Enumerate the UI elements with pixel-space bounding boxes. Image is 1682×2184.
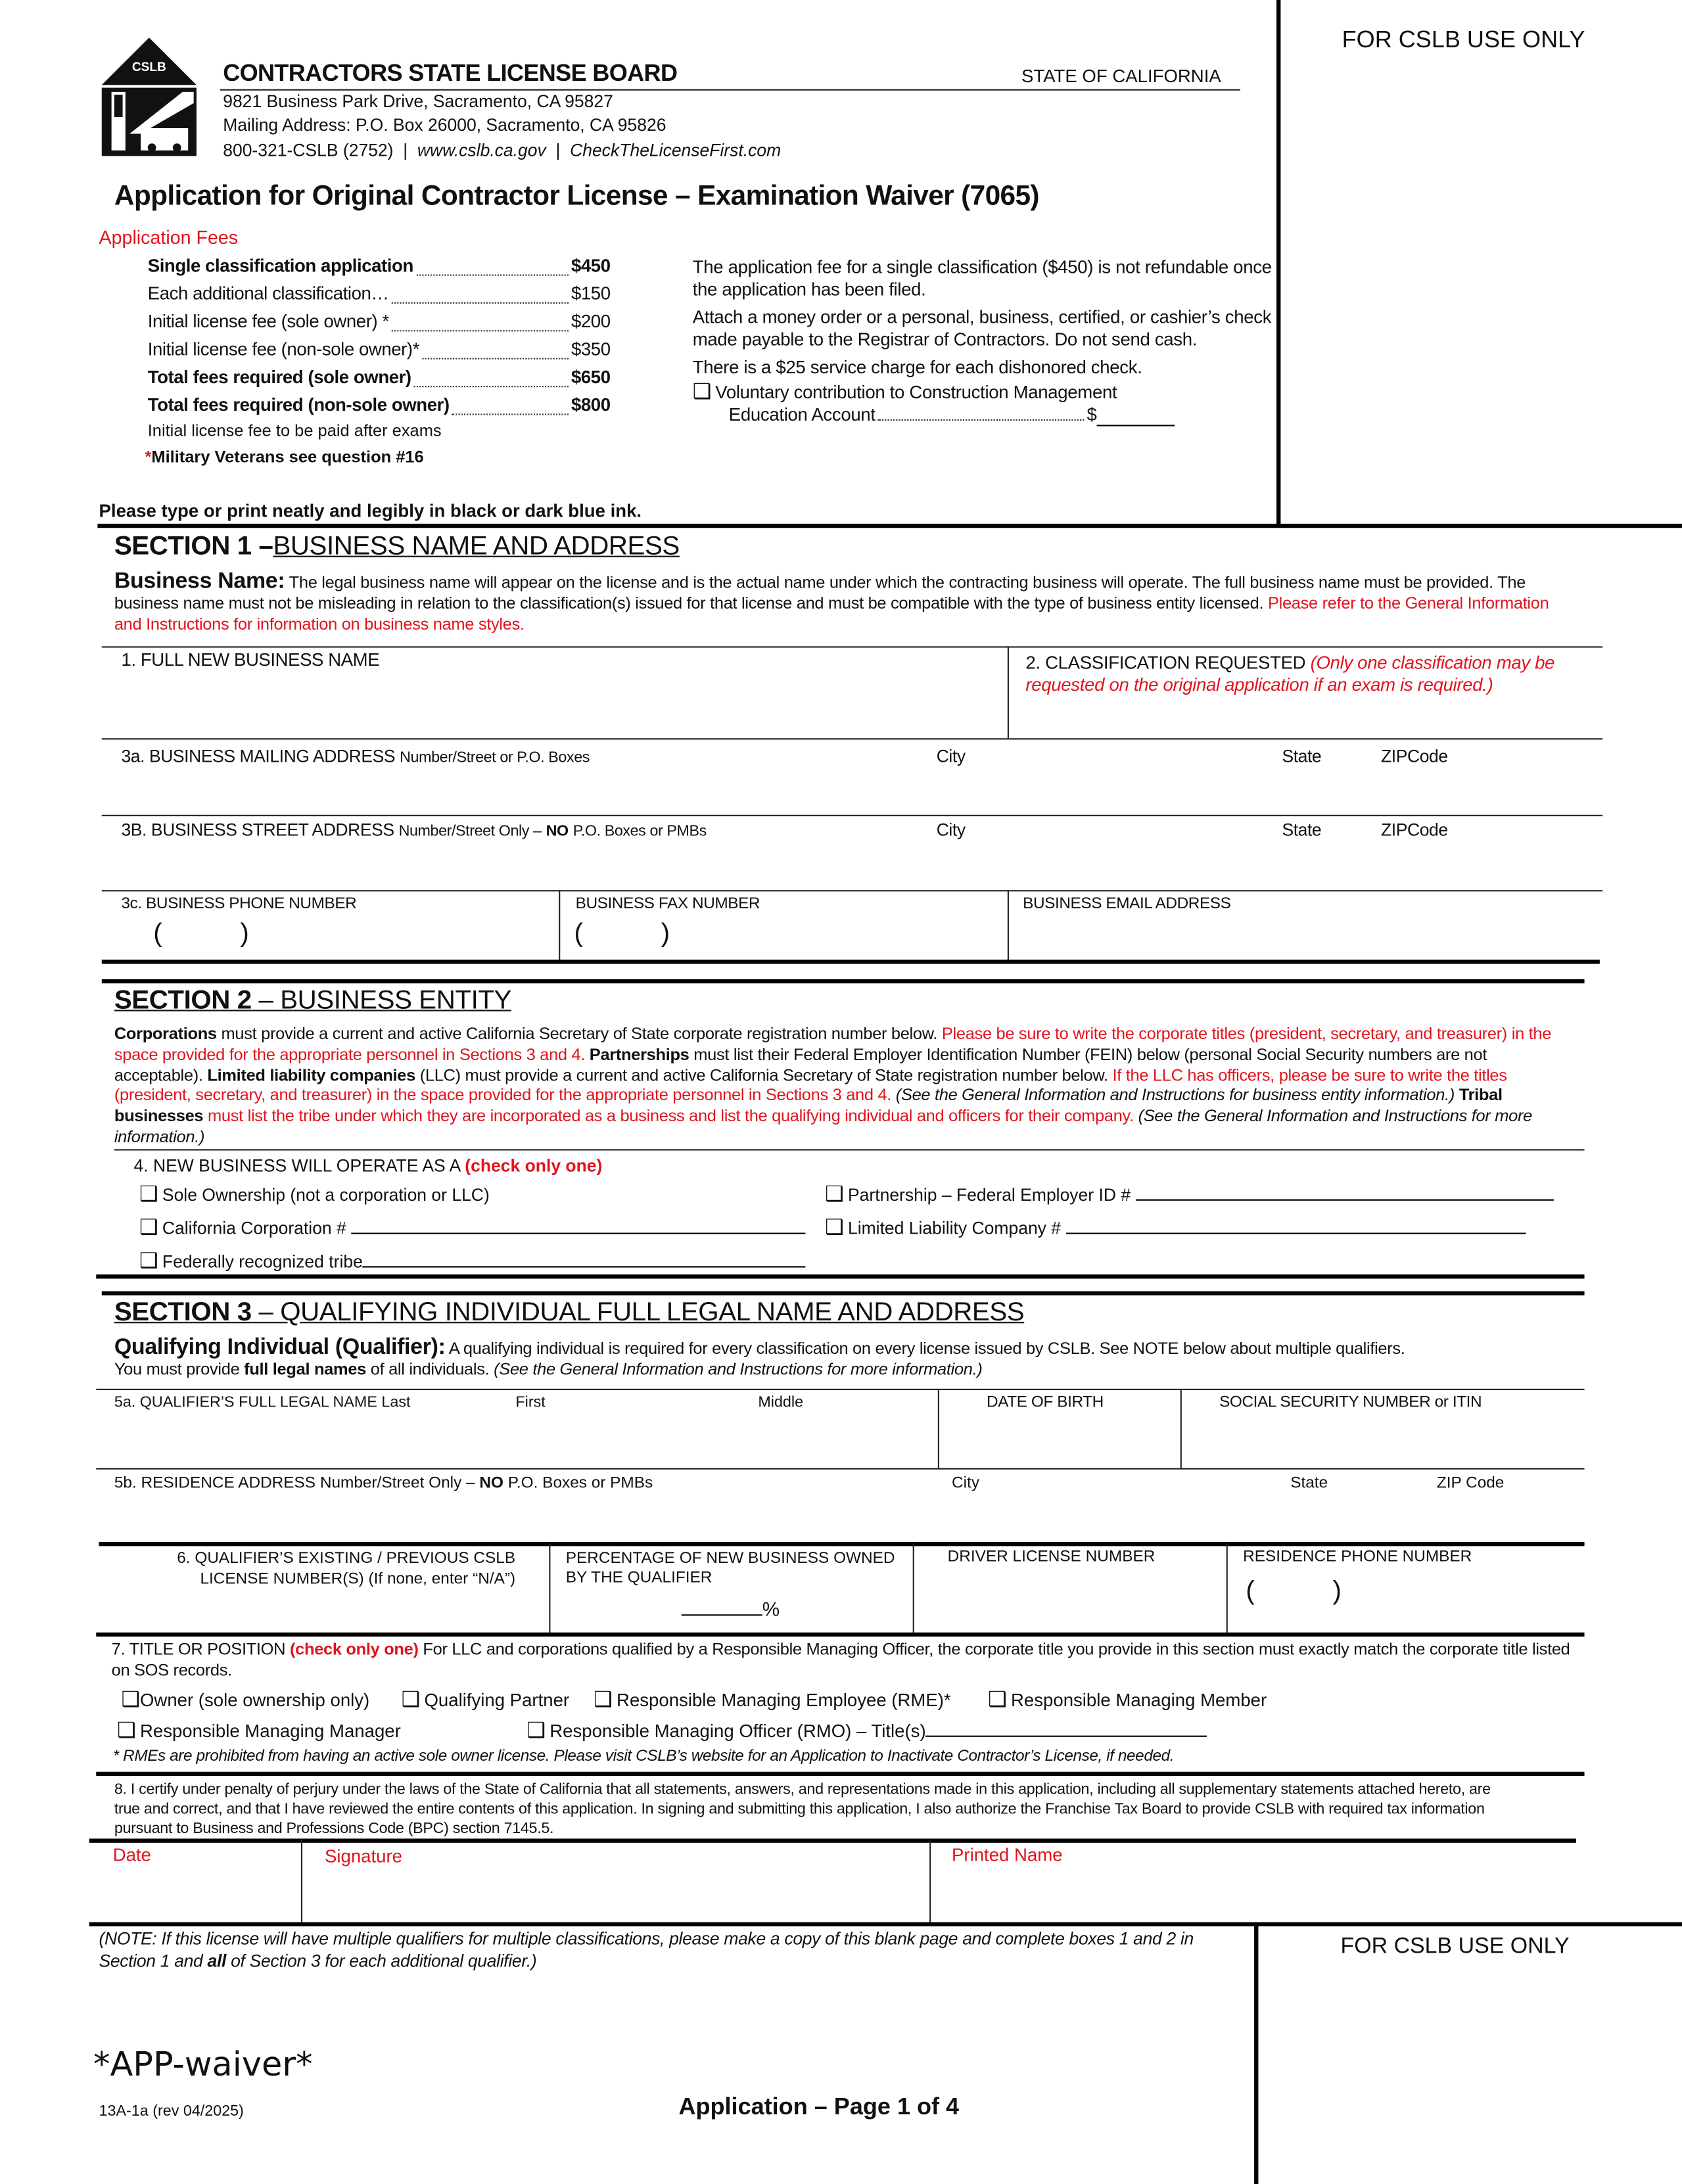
fee-label: Initial license fee (sole owner) *: [147, 310, 389, 332]
divider: [114, 1149, 1585, 1150]
cslb-logo: [99, 36, 200, 157]
svg-text:CSLB: CSLB: [131, 60, 166, 75]
org-name: CONTRACTORS STATE LICENSE BOARD: [223, 60, 678, 87]
refund-note: The application fee for a single classification ($450) is not refundable once the application has been filed.: [692, 256, 1272, 300]
checkbox[interactable]: ❑: [139, 1182, 158, 1207]
dot-leader: [392, 311, 569, 332]
divider: [96, 1468, 1584, 1470]
fee-amount: $150: [571, 283, 611, 304]
signature-field[interactable]: [306, 1869, 925, 1919]
fein-field[interactable]: [1135, 1182, 1553, 1201]
dob-label: DATE OF BIRTH: [987, 1394, 1104, 1411]
corporation-number-field[interactable]: [351, 1216, 805, 1234]
form-revision: 13A-1a (rev 04/2025): [99, 2103, 244, 2120]
fee-label: Single classification application: [147, 254, 413, 276]
divider: [89, 1922, 1257, 1926]
for-cslb-use-only-top: FOR CSLB USE ONLY: [1342, 26, 1585, 53]
option-tribe[interactable]: ❑ Federally recognized tribe: [139, 1248, 806, 1273]
zip-label: ZIPCode: [1381, 820, 1448, 840]
separator: |: [555, 141, 561, 160]
fee-item: [148, 338, 611, 366]
divider: [102, 890, 1602, 891]
form-code-barcode: *APP-waiver*: [93, 2045, 313, 2084]
divider: [559, 890, 560, 961]
fee-item: [148, 394, 611, 422]
question-7-label: 7. TITLE OR POSITION (check only one) For LLC and corporations qualified by a Responsible Managing Officer, the corporate title you provide in this section must exactly match the corporate title listed on SOS records.: [111, 1639, 1570, 1680]
ink-note: Please type or print neatly and legibly in black or dark blue ink.: [99, 500, 642, 521]
checkbox[interactable]: ❑: [825, 1216, 844, 1240]
divider: [1254, 1924, 1258, 2184]
fee-item: [148, 366, 611, 394]
business-email-label: BUSINESS EMAIL ADDRESS: [1023, 895, 1231, 913]
residence-address-field[interactable]: [105, 1497, 1581, 1539]
divider: [102, 738, 1602, 739]
multiple-qualifiers-note: (NOTE: If this license will have multiple qualifiers for multiple classifications, please make a copy of this blank page and complete boxes 1 and 2 in Section 1 and all of Section 3 for each additional qualifier.): [99, 1929, 1194, 1971]
fee-label: Total fees required (sole owner): [147, 366, 411, 388]
mailing-address-field[interactable]: [105, 769, 1596, 811]
classification-label: 2. CLASSIFICATION REQUESTED (Only one classification may be requested on the original application if an exam is required.): [1025, 651, 1555, 695]
tribe-field[interactable]: [363, 1249, 806, 1268]
street-address: 9821 Business Park Drive, Sacramento, CA 95827: [223, 91, 613, 112]
checkbox[interactable]: ❑: [139, 1249, 158, 1274]
fees-heading: Application Fees: [99, 227, 239, 248]
divider: [1180, 1389, 1182, 1468]
qualifier-instructions: Qualifying Individual (Qualifier): A qualifying individual is required for every classification on every license issued by CSLB. See NOTE below about multiple qualifiers. You must provide full legal names of all individuals. (See the General Information and Instructions for more information.): [114, 1336, 1405, 1380]
divider: [96, 1772, 1584, 1776]
qualifier-name-field[interactable]: [105, 1415, 933, 1464]
qualifier-name-label: 5a. QUALIFIER’S FULL LEGAL NAME Last: [114, 1394, 411, 1411]
fee-amount: $200: [571, 310, 611, 332]
divider: [96, 1633, 1584, 1637]
veterans-note: *Military Veterans see question #16: [145, 447, 424, 467]
fee-amount: $450: [571, 254, 611, 276]
education-account-line: Education Account $: [693, 404, 1175, 427]
first-name-label: First: [515, 1394, 546, 1411]
divider: [96, 1274, 1584, 1278]
full-business-name-label: 1. FULL NEW BUSINESS NAME: [121, 649, 380, 670]
business-phone-field[interactable]: ( ): [153, 919, 249, 949]
city-label: City: [952, 1475, 980, 1492]
divider: [99, 1542, 1585, 1546]
residence-address-label: 5b. RESIDENCE ADDRESS Number/Street Only – NO P.O. Boxes or PMBs: [114, 1475, 653, 1492]
dot-leader: [452, 394, 569, 415]
ownership-percentage-label: PERCENTAGE OF NEW BUSINESS OWNED BY THE QUALIFIER: [565, 1550, 895, 1587]
fee-label: Each additional classification…: [147, 283, 389, 304]
fee-item: [148, 311, 611, 338]
dishonored-check-note: There is a $25 service charge for each dishonored check.: [692, 356, 1142, 378]
state-label: State: [1282, 746, 1322, 766]
checkbox[interactable]: ❑: [117, 1719, 136, 1743]
printed-name-label: Printed Name: [952, 1844, 1063, 1865]
checkbox[interactable]: ❑: [121, 1688, 140, 1712]
option-partnership[interactable]: ❑ Partnership – Federal Employer ID #: [825, 1181, 1553, 1206]
title-rmm-manager-option[interactable]: ❑ Responsible Managing Manager: [117, 1719, 401, 1743]
divider: [97, 524, 1682, 528]
driver-license-field[interactable]: [918, 1571, 1222, 1630]
divider: [102, 646, 1602, 647]
fee-note: Initial license fee to be paid after exams: [147, 421, 442, 440]
rme-note: * RMEs are prohibited from having an active sole owner license. Please visit CSLB’s website for an Application to Inactivate Contractor’s License, if needed.: [112, 1748, 1175, 1765]
driver-license-label: DRIVER LICENSE NUMBER: [947, 1548, 1156, 1566]
full-business-name-field[interactable]: [105, 672, 1003, 735]
question-4-label: 4. NEW BUSINESS WILL OPERATE AS A (check only one): [133, 1156, 603, 1176]
section-2-title: SECTION 2 – BUSINESS ENTITY: [114, 986, 511, 1015]
fee-item: [148, 255, 611, 283]
checkbox[interactable]: ❑: [594, 1688, 613, 1712]
title-rme-option[interactable]: ❑ Responsible Managing Employee (RME)*: [594, 1688, 951, 1712]
dot-leader: [414, 366, 569, 387]
section-3-title: SECTION 3 – QUALIFYING INDIVIDUAL FULL LEGAL NAME AND ADDRESS: [114, 1298, 1025, 1328]
fee-amount: $800: [571, 394, 611, 415]
checkbox[interactable]: ❑: [139, 1216, 158, 1240]
signature-label: Signature: [324, 1846, 402, 1867]
fee-item: [148, 283, 611, 310]
title-rmm-member-option[interactable]: ❑ Responsible Managing Member: [988, 1688, 1267, 1712]
page-number: Application – Page 1 of 4: [678, 2093, 960, 2120]
ownership-percentage-field[interactable]: %: [682, 1595, 780, 1620]
divider: [102, 1291, 1585, 1295]
fee-label: Initial license fee (non-sole owner)*: [147, 338, 420, 360]
llc-number-field[interactable]: [1065, 1216, 1526, 1234]
checkbox[interactable]: ❑: [401, 1688, 421, 1712]
state-label: State: [1282, 820, 1322, 840]
phone: 800-321-CSLB (2752): [223, 141, 394, 160]
check-license-link[interactable]: CheckTheLicenseFirst.com: [570, 141, 782, 160]
website-link[interactable]: www.cslb.ca.gov: [417, 141, 546, 160]
checkbox[interactable]: ❑: [692, 380, 711, 404]
payment-note: Attach a money order or a personal, business, certified, or cashier’s check made payable to the Registrar of Contractors. Do not send cash.: [692, 306, 1272, 350]
checkbox[interactable]: ❑: [825, 1182, 844, 1207]
divider: [1254, 1922, 1682, 1926]
business-entity-instructions: Corporations must provide a current and active California Secretary of State corporate registration number below. Please be sure to write the corporate titles (president, secretary, and treasurer) in the space provided for the appropriate personnel in Sections 3 and 4. Partnerships must list their Federal Employer Identification Number (FEIN) below (personal Social Security numbers are not acceptable). Limited liability companies (LLC) must provide a current and active California Secretary of State registration number below. If the LLC has officers, please be sure to write the titles (president, secretary, and treasurer) in the space provided for the appropriate personnel in Sections 3 and 4. (See the General Information and Instructions for business entity information.) Tribal businesses must list the tribe under which they are incorporated as a business and list the qualifying individual and officers for their company. (See the General Information and Instructions for more information.): [114, 1023, 1552, 1147]
dot-leader: [422, 338, 568, 360]
mailing-address: Mailing Address: P.O. Box 26000, Sacramento, CA 95826: [223, 115, 666, 135]
title-qualifying-partner-option[interactable]: ❑ Qualifying Partner: [401, 1688, 570, 1712]
page-title: Application for Original Contractor License – Examination Waiver (7065): [114, 181, 1039, 212]
divider: [102, 815, 1602, 816]
business-name-instructions: Business Name: The legal business name will appear on the license and is the actual name under which the contracting business will operate. The full business name must be provided. The business name must not be misleading in relation to the classification(s) issued for that license and must be compatible with the type of business entity licensed. Please refer to the General Information and Instructions for information on business name styles.: [114, 569, 1549, 634]
classification-field[interactable]: [1012, 699, 1597, 735]
divider: [938, 1389, 939, 1468]
printed-name-field[interactable]: [935, 1869, 1571, 1919]
middle-name-label: Middle: [758, 1394, 804, 1411]
fee-label: Total fees required (non-sole owner): [147, 394, 450, 415]
city-label: City: [936, 746, 966, 766]
separator: |: [403, 141, 408, 160]
street-address-field[interactable]: [105, 844, 1596, 886]
divider: [301, 1840, 302, 1924]
certification-statement: 8. I certify under penalty of perjury under the laws of the State of California that all statements, answers, and representations made in this application, including all supplementary statements attached hereto, are true and correct, and that I have reviewed the entire contents of this application. In signing and submitting this application, I also authorize the Franchise Tax Board to provide CSLB with required tax information pursuant to Business and Professions Code (BPC) section 7145.5.: [114, 1781, 1491, 1838]
dot-leader: [392, 283, 569, 304]
checkbox[interactable]: ❑: [988, 1688, 1007, 1712]
state-name: STATE OF CALIFORNIA: [1021, 65, 1221, 87]
checkbox[interactable]: ❑: [526, 1719, 546, 1743]
rmo-title-field[interactable]: [926, 1717, 1207, 1737]
business-fax-field[interactable]: ( ): [574, 919, 670, 949]
residence-phone-label: RESIDENCE PHONE NUMBER: [1243, 1548, 1472, 1566]
divider: [1226, 1543, 1228, 1634]
date-label: Date: [112, 1844, 151, 1865]
option-llc[interactable]: ❑ Limited Liability Company #: [825, 1215, 1526, 1240]
business-email-field[interactable]: [1014, 919, 1597, 958]
fee-list: [148, 255, 611, 422]
divider: [96, 1389, 1584, 1390]
for-cslb-use-only-bottom: FOR CSLB USE ONLY: [1340, 1934, 1570, 1959]
residence-phone-field[interactable]: ( ): [1246, 1577, 1342, 1606]
fee-amount: $350: [571, 338, 611, 360]
title-rmo-option[interactable]: ❑ Responsible Managing Officer (RMO) – Title(s): [526, 1717, 1207, 1742]
street-address-label: 3B. BUSINESS STREET ADDRESS Number/Street Only – NO P.O. Boxes or PMBs: [121, 820, 707, 840]
previous-license-label: 6. QUALIFIER’S EXISTING / PREVIOUS CSLB LICENSE NUMBER(S) (If none, enter “N/A”): [177, 1550, 516, 1589]
dot-leader: [416, 255, 569, 276]
divider: [549, 1543, 550, 1634]
divider: [102, 979, 1585, 983]
divider: [1008, 646, 1009, 738]
header-rule: [220, 89, 1240, 91]
divider: [913, 1543, 914, 1634]
business-phone-label: 3c. BUSINESS PHONE NUMBER: [121, 895, 357, 913]
business-fax-label: BUSINESS FAX NUMBER: [575, 895, 760, 913]
title-owner-option[interactable]: ❑Owner (sole ownership only): [121, 1688, 370, 1712]
fee-amount: $650: [571, 366, 611, 388]
mailing-address-label: 3a. BUSINESS MAILING ADDRESS Number/Street or P.O. Boxes: [121, 746, 590, 766]
fee-info: [693, 256, 1278, 427]
contribution-amount-field[interactable]: [1097, 404, 1175, 427]
divider: [929, 1840, 931, 1924]
divider: [1008, 890, 1009, 961]
city-label: City: [936, 820, 966, 840]
divider: [102, 960, 1600, 964]
ssn-label: SOCIAL SECURITY NUMBER or ITIN: [1219, 1394, 1482, 1411]
contact-line: [223, 141, 781, 160]
voluntary-contribution-option[interactable]: ❑ Voluntary contribution to Construction Management: [692, 380, 1117, 404]
zip-label: ZIP Code: [1436, 1475, 1505, 1492]
ssn-field[interactable]: [1186, 1415, 1580, 1464]
divider: [89, 1838, 1576, 1842]
state-label: State: [1290, 1475, 1328, 1492]
date-field[interactable]: [92, 1869, 298, 1919]
option-california-corporation[interactable]: ❑ California Corporation #: [139, 1215, 805, 1240]
option-sole-ownership[interactable]: ❑ Sole Ownership (not a corporation or LLC): [139, 1182, 490, 1207]
zip-label: ZIPCode: [1381, 746, 1448, 766]
section-1-title: SECTION 1 –BUSINESS NAME AND ADDRESS: [114, 532, 680, 562]
dob-field[interactable]: [943, 1415, 1176, 1464]
